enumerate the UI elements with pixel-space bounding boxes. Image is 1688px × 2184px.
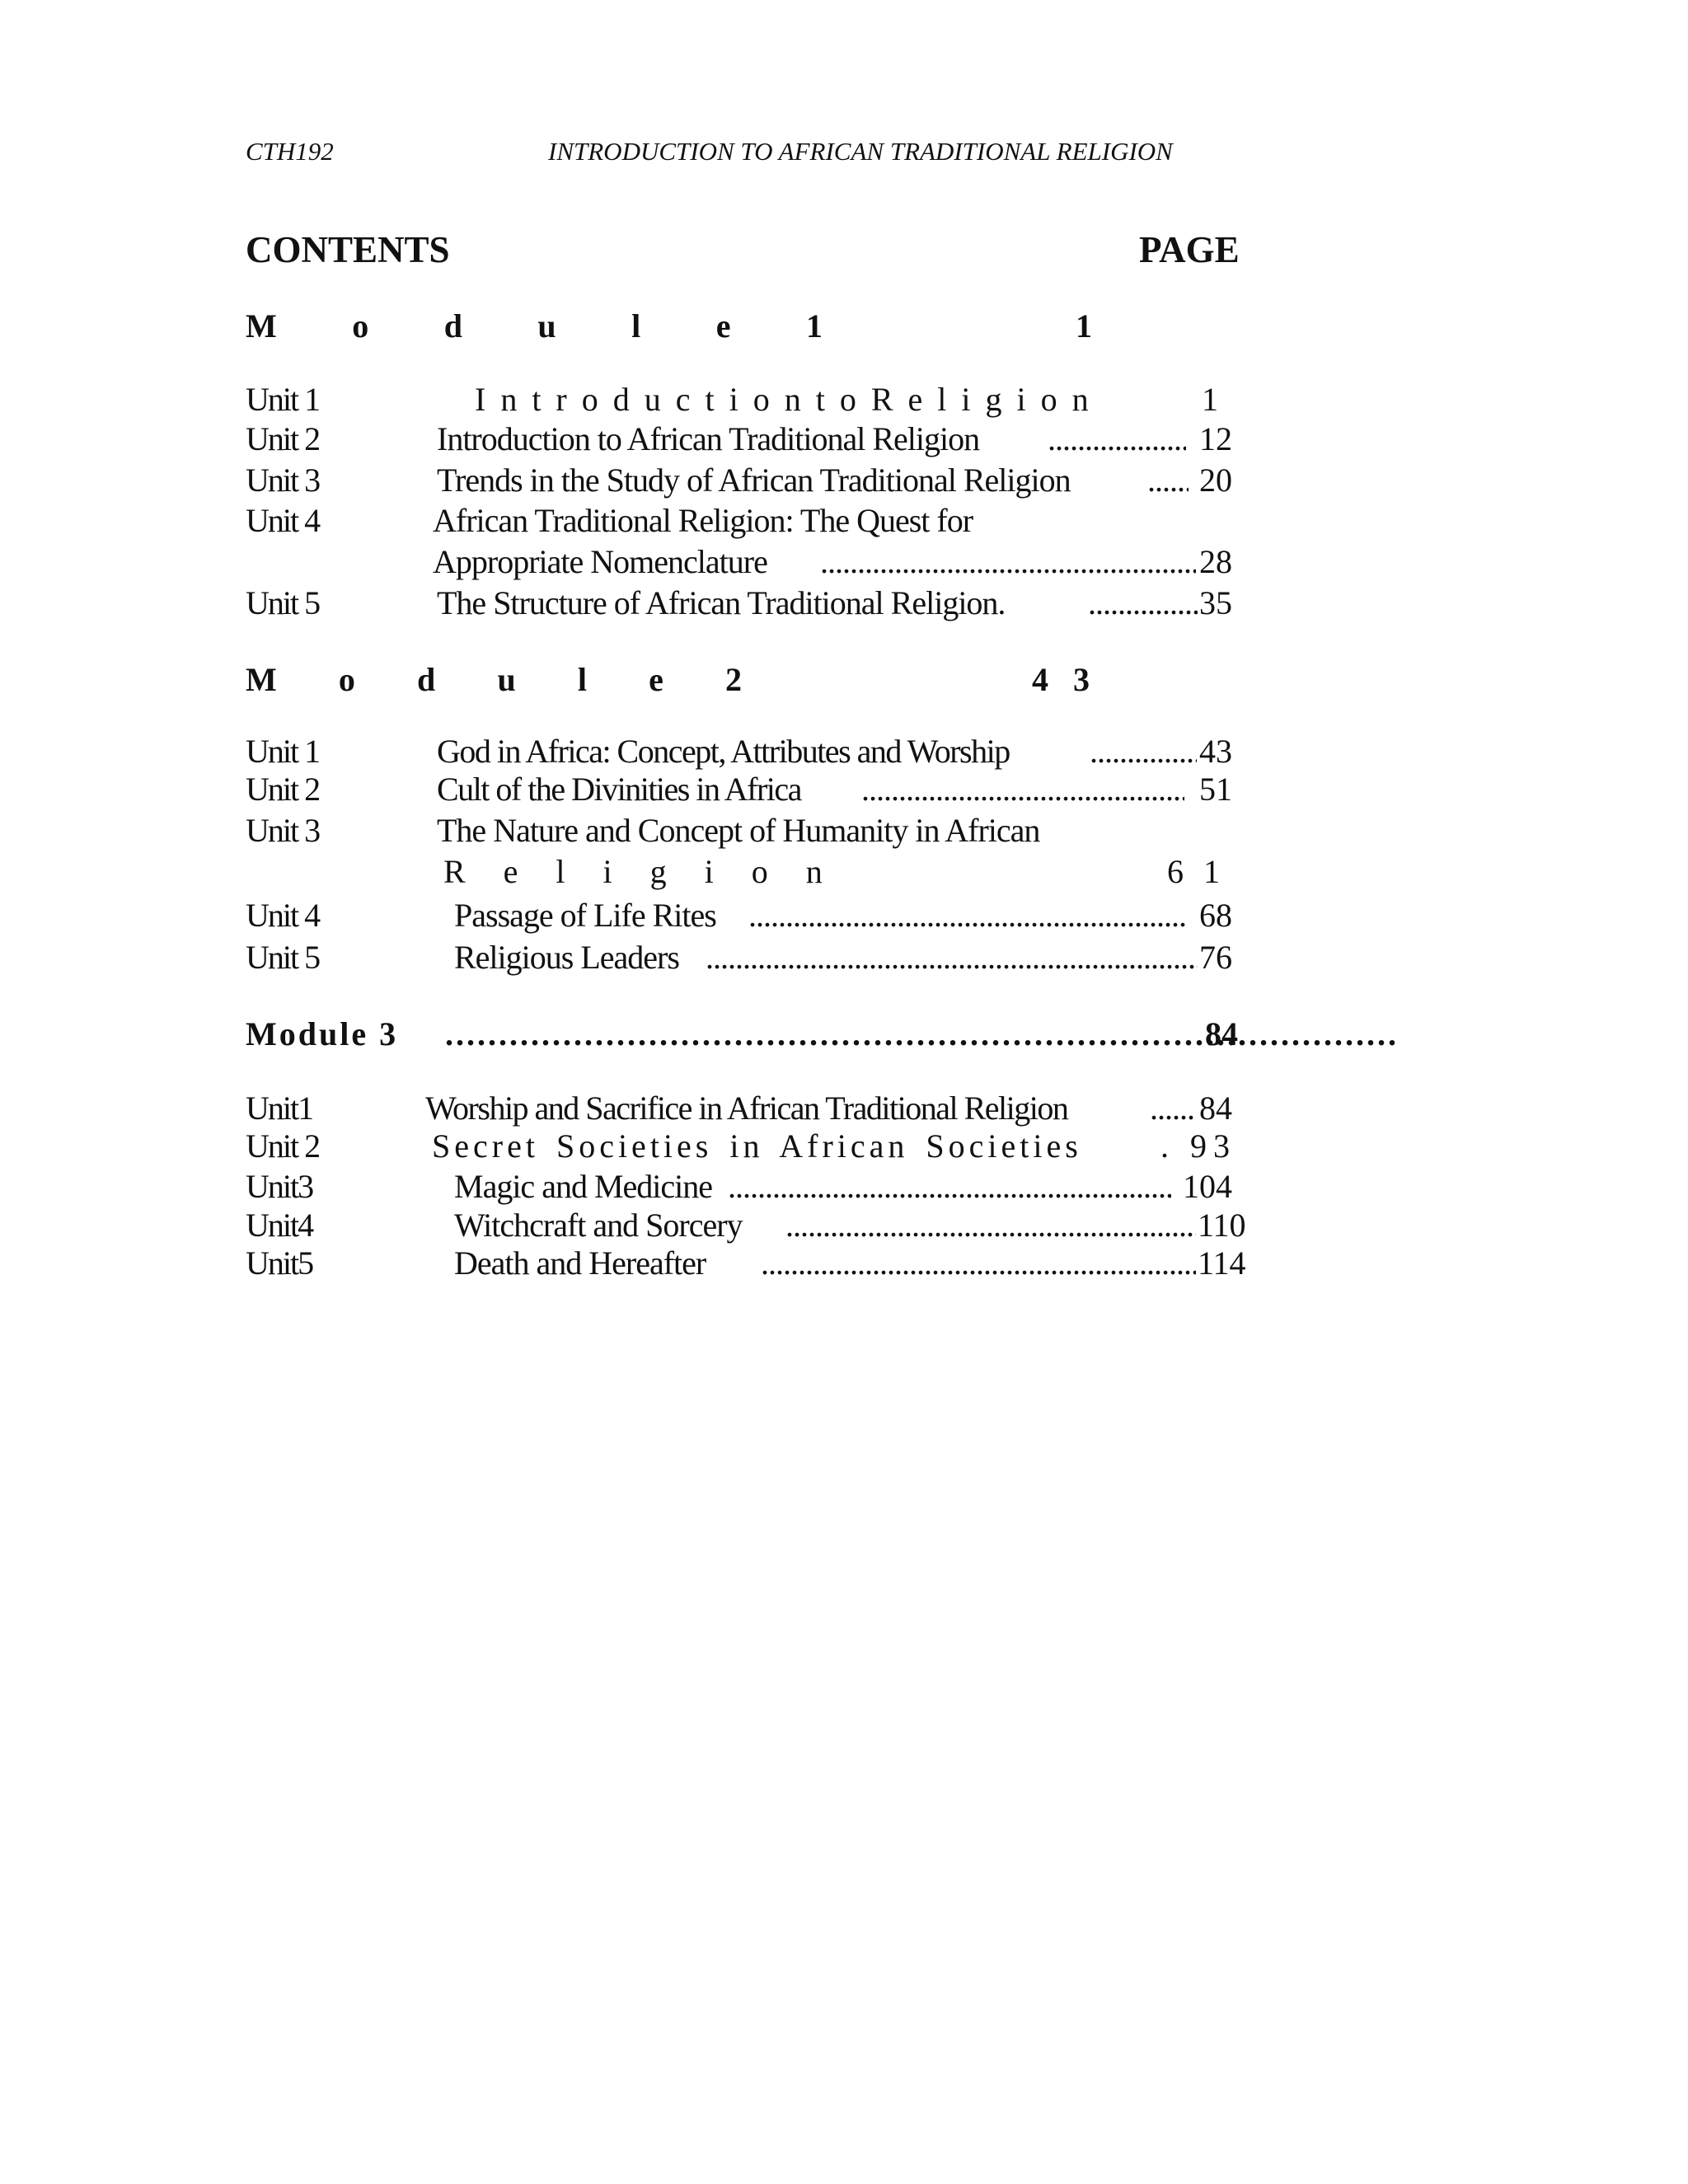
unit-title: Passage of Life Rites bbox=[454, 897, 716, 934]
unit-title-line2: Appropriate Nomenclature bbox=[433, 543, 767, 580]
unit-label: Unit4 bbox=[246, 1207, 313, 1244]
toc-entry bbox=[246, 1243, 1246, 1284]
unit-label: Unit 5 bbox=[246, 584, 320, 621]
unit-title: Death and Hereafter bbox=[454, 1244, 706, 1282]
page-heading: PAGE bbox=[1139, 229, 1240, 270]
toc-entry bbox=[246, 1205, 1246, 1246]
dot-leader bbox=[820, 541, 1196, 583]
dot-leader bbox=[1147, 460, 1189, 501]
toc-entry-continuation bbox=[246, 541, 1243, 583]
module-2-page: 4 3 bbox=[1032, 661, 1090, 698]
toc-entry bbox=[246, 731, 1243, 772]
unit-label: Unit 4 bbox=[246, 502, 320, 539]
dot-leader bbox=[706, 937, 1198, 978]
unit-page: 1 bbox=[1202, 381, 1218, 418]
module-2-letter: u bbox=[497, 661, 516, 698]
unit-label: Unit 2 bbox=[246, 420, 320, 457]
dot-leader bbox=[1048, 419, 1186, 460]
module-1-letter: 1 bbox=[805, 307, 823, 344]
unit-label: Unit 3 bbox=[246, 462, 320, 499]
unit-page: 6 1 bbox=[1167, 853, 1220, 890]
running-header-title: INTRODUCTION TO AFRICAN TRADITIONAL RELIGION bbox=[548, 137, 1173, 166]
unit-label: Unit1 bbox=[246, 1090, 313, 1127]
contents-heading: CONTENTS bbox=[246, 229, 450, 270]
toc-entry bbox=[246, 419, 1243, 460]
module-2-letter: l bbox=[577, 661, 587, 698]
unit-label: Unit 3 bbox=[246, 812, 320, 849]
unit-page: 84 bbox=[1199, 1090, 1232, 1127]
toc-entry bbox=[246, 379, 1243, 420]
unit-title: Cult of the Divinities in Africa bbox=[437, 771, 801, 808]
unit-title: God in Africa: Concept, Attributes and Worship bbox=[437, 733, 1010, 770]
toc-entry bbox=[246, 460, 1243, 501]
unit-title: Magic and Medicine bbox=[454, 1168, 712, 1205]
dot-leader bbox=[1150, 1088, 1196, 1129]
module-1-letter: d bbox=[443, 307, 462, 344]
unit-label: Unit3 bbox=[246, 1168, 313, 1205]
unit-page: 20 bbox=[1199, 462, 1232, 499]
unit-title: Trends in the Study of African Traditional Religion bbox=[437, 462, 1071, 499]
unit-label: Unit5 bbox=[246, 1244, 313, 1282]
module-3-label: Module 3 bbox=[246, 1015, 399, 1052]
toc-entry bbox=[246, 810, 1243, 851]
module-2-letter: o bbox=[338, 661, 355, 698]
unit-title: Secret Societies in African Societies bbox=[432, 1127, 1082, 1165]
module-1-letter: M bbox=[246, 307, 277, 344]
module-1-letter: e bbox=[715, 307, 731, 344]
unit-label: Unit 2 bbox=[246, 771, 320, 808]
module-3-page: 84 bbox=[1205, 1015, 1238, 1052]
unit-page: 35 bbox=[1199, 584, 1232, 621]
toc-entry bbox=[246, 937, 1243, 978]
unit-title: Worship and Sacrifice in African Traditional Religion bbox=[425, 1090, 1068, 1127]
module-2-letter: d bbox=[417, 661, 436, 698]
unit-page: 28 bbox=[1199, 543, 1232, 580]
unit-page: 104 bbox=[1183, 1168, 1232, 1205]
toc-entry bbox=[246, 500, 1243, 541]
unit-label: Unit 4 bbox=[246, 897, 320, 934]
module-1-letter: o bbox=[352, 307, 369, 344]
dot-leader bbox=[785, 1205, 1196, 1246]
dot-leader bbox=[728, 1166, 1171, 1207]
unit-page: . 93 bbox=[1160, 1127, 1236, 1165]
unit-page: 43 bbox=[1199, 733, 1232, 770]
unit-title: African Traditional Religion: The Quest for bbox=[433, 502, 973, 539]
module-2-letter: e bbox=[649, 661, 663, 698]
dot-leader bbox=[1088, 583, 1198, 624]
unit-title: Religious Leaders bbox=[454, 939, 679, 976]
unit-page: 114 bbox=[1198, 1244, 1246, 1282]
module-1-letter: l bbox=[631, 307, 641, 344]
toc-entry bbox=[246, 1088, 1243, 1129]
unit-label: Unit 1 bbox=[246, 381, 320, 418]
module-2-letter: 2 bbox=[725, 661, 742, 698]
dot-leader bbox=[1090, 731, 1197, 772]
module-2-heading bbox=[246, 663, 742, 696]
unit-title: The Structure of African Traditional Religion. bbox=[437, 584, 1006, 621]
unit-page: 110 bbox=[1198, 1207, 1246, 1244]
module-3-heading bbox=[246, 1014, 1238, 1055]
running-header-code: CTH192 bbox=[246, 137, 334, 166]
toc-entry bbox=[246, 1126, 1243, 1167]
unit-title: Witchcraft and Sorcery bbox=[454, 1207, 743, 1244]
dot-leader bbox=[748, 895, 1187, 936]
unit-title-line2: R e l i g i o n bbox=[443, 853, 837, 890]
dot-leader bbox=[761, 1243, 1196, 1284]
module-1-letter: u bbox=[537, 307, 556, 344]
unit-label: Unit 1 bbox=[246, 733, 320, 770]
unit-title: I n t r o d u c t i o n t o R e l i g i o n bbox=[475, 381, 1092, 418]
unit-label: Unit 5 bbox=[246, 939, 320, 976]
module-2-letter: M bbox=[246, 661, 277, 698]
unit-page: 12 bbox=[1199, 420, 1232, 457]
module-1-heading bbox=[246, 307, 823, 344]
unit-page: 51 bbox=[1199, 771, 1232, 808]
toc-entry bbox=[246, 1166, 1243, 1207]
dot-leader bbox=[861, 769, 1184, 810]
unit-title: Introduction to African Traditional Religion bbox=[437, 420, 980, 457]
unit-label: Unit 2 bbox=[246, 1127, 320, 1165]
unit-page: 76 bbox=[1199, 939, 1232, 976]
unit-page: 68 bbox=[1199, 897, 1232, 934]
toc-entry bbox=[246, 583, 1243, 624]
module-1-page: 1 bbox=[1076, 307, 1092, 344]
toc-entry bbox=[246, 769, 1243, 810]
unit-title: The Nature and Concept of Humanity in African bbox=[437, 812, 1040, 849]
dot-leader bbox=[445, 1014, 1400, 1055]
toc-entry bbox=[246, 895, 1243, 936]
toc-entry-continuation bbox=[246, 851, 1243, 893]
